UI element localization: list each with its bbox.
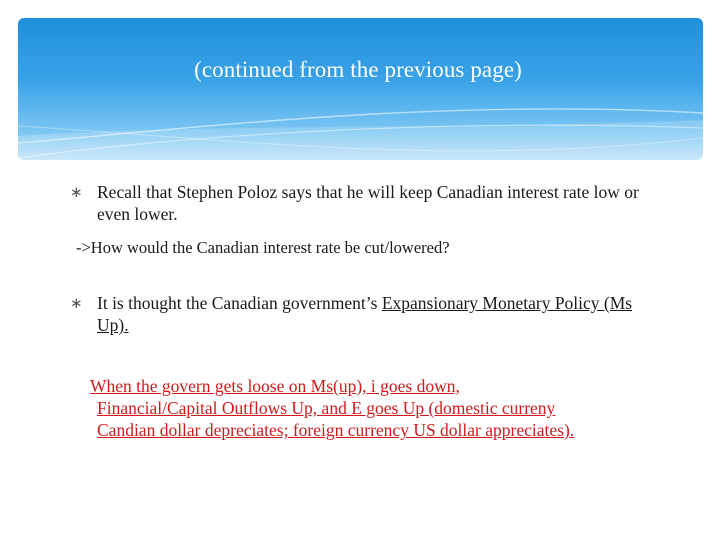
bullet-text-lead: It is thought the Canadian government’s: [97, 293, 382, 313]
asterisk-bullet-icon: ∗: [70, 183, 83, 201]
question-text: ->How would the Canadian interest rate be cut/lowered?: [76, 238, 450, 257]
answer-block: [87, 375, 672, 441]
answer-line: When the govern gets loose on Ms(up), i goes down,: [90, 376, 460, 396]
answer-line: Financial/Capital Outflows Up, and E goes Up (domestic curreny: [97, 398, 556, 418]
underlined-policy-term: Expansionary Monetary Policy (Ms Up): [97, 293, 633, 335]
asterisk-bullet-icon: ∗: [70, 294, 83, 312]
answer-line: Candian dollar depreciates; foreign currency US dollar appreciates).: [97, 420, 575, 440]
bullet-text: [97, 292, 647, 336]
slide-title: (continued from the previous page): [194, 57, 522, 82]
bullet-text-tail: .: [124, 315, 129, 335]
bullet-text: Recall that Stephen Poloz says that he will keep Canadian interest rate low or even lower.: [97, 182, 639, 224]
